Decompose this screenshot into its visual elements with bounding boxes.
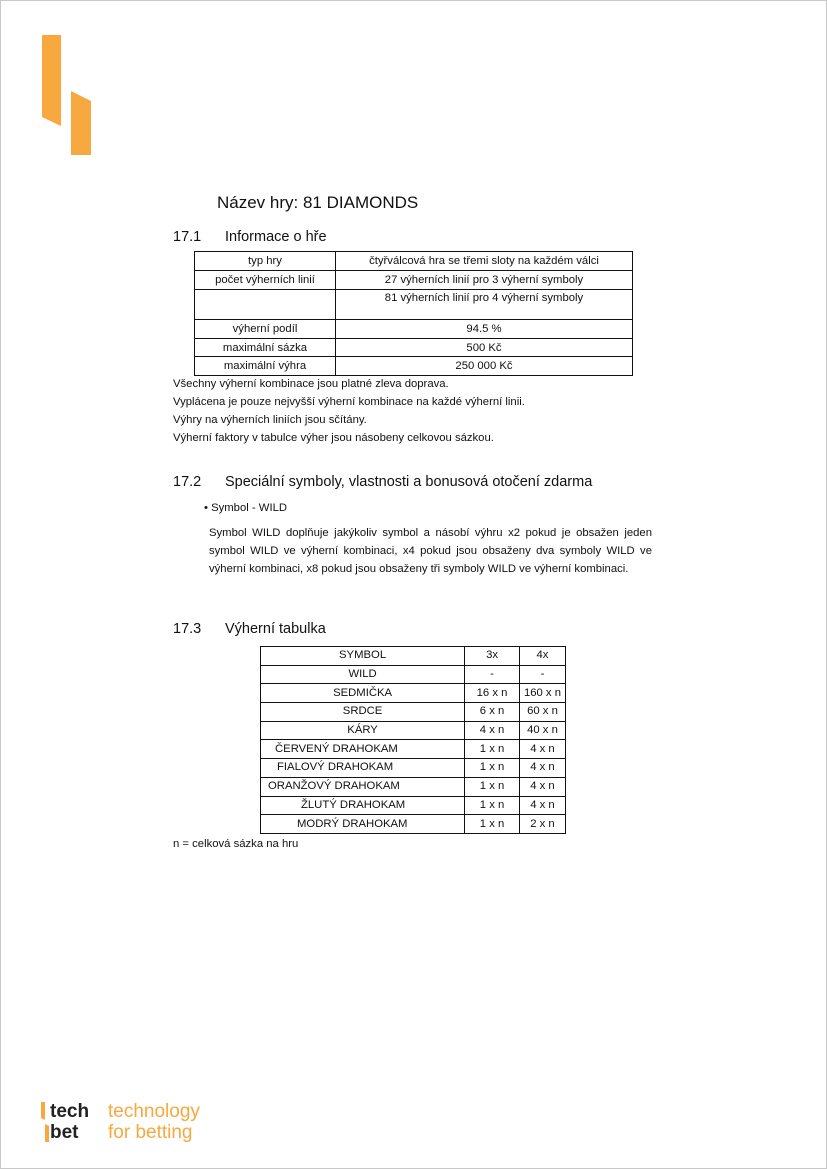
paytable-row (261, 721, 566, 740)
symbol-name: SEDMIČKA (261, 684, 465, 703)
paytable-footnote: n = celková sázka na hru (173, 838, 299, 850)
table-row (195, 357, 633, 376)
paytable-row (261, 740, 566, 759)
paytable (260, 646, 566, 834)
paytable-row (261, 796, 566, 815)
section-title: Speciální symboly, vlastnosti a bonusová otočení zdarma (225, 474, 593, 490)
info-label: maximální výhra (195, 357, 336, 376)
game-info-table (194, 251, 633, 376)
payout-3x: 6 x n (465, 703, 520, 722)
paytable-row (261, 703, 566, 722)
logo-wordmark (50, 1101, 89, 1143)
payout-3x: 1 x n (465, 796, 520, 815)
note-line: Výhry na výherních liniích jsou sčítány. (173, 414, 367, 426)
table-row (195, 271, 633, 290)
payout-4x: 2 x n (519, 815, 565, 834)
info-value: 94.5 % (336, 320, 633, 339)
table-row (195, 320, 633, 339)
payout-4x: 160 x n (519, 684, 565, 703)
note-line: Výherní faktory v tabulce výher jsou násobeny celkovou sázkou. (173, 432, 494, 444)
paytable-row (261, 684, 566, 703)
paytable-row (261, 665, 566, 684)
info-label: výherní podíl (195, 320, 336, 339)
wild-description: Symbol WILD doplňuje jakýkoliv symbol a násobí výhru x2 pokud je obsažen jeden symbol WILD ve výherní kombinaci, x4 pokud jsou obsaženy dva symboly WILD ve výherní kombinaci, x8 pokud jsou obsaženy tři symboly WILD ve výherní kombinaci. (209, 527, 652, 575)
payout-3x: 1 x n (465, 759, 520, 778)
game-title: Název hry: 81 DIAMONDS (217, 193, 419, 212)
logo-tagline (108, 1101, 200, 1143)
payout-3x: 1 x n (465, 815, 520, 834)
symbol-name: MODRÝ DRAHOKAM (261, 815, 465, 834)
payout-3x: - (465, 665, 520, 684)
paytable-row (261, 815, 566, 834)
section-title: Výherní tabulka (225, 621, 326, 637)
symbol-name: SRDCE (261, 703, 465, 722)
section-number: 17.3 (173, 621, 202, 637)
symbol-name: ORANŽOVÝ DRAHOKAM (261, 777, 465, 796)
section-heading-special (173, 474, 592, 490)
info-label: typ hry (195, 252, 336, 271)
table-row (195, 339, 633, 357)
payout-3x: 1 x n (465, 740, 520, 759)
symbol-name: WILD (261, 665, 465, 684)
info-value: čtyřválcová hra se třemi sloty na každém válci (336, 252, 633, 271)
header-3x: 3x (465, 647, 520, 666)
note-line: Vyplácena je pouze nejvyšší výherní kombinace na každé výherní linii. (173, 396, 525, 408)
section-number: 17.2 (173, 474, 202, 490)
header-4x: 4x (519, 647, 565, 666)
header-symbol: SYMBOL (261, 647, 465, 666)
table-row (195, 290, 633, 320)
info-label: počet výherních linií (195, 271, 336, 290)
paytable-row (261, 759, 566, 778)
section-number: 17.1 (173, 229, 202, 245)
info-value: 500 Kč (336, 339, 633, 357)
logo-word-bet: bet (50, 1122, 79, 1143)
symbol-name: ČERVENÝ DRAHOKAM (261, 740, 465, 759)
payout-4x: 4 x n (519, 777, 565, 796)
payout-3x: 16 x n (465, 684, 520, 703)
info-value: 81 výherních linií pro 4 výherní symboly (336, 290, 633, 320)
payout-4x: 4 x n (519, 759, 565, 778)
note-line: Všechny výherní kombinace jsou platné zleva doprava. (173, 378, 449, 390)
wild-bullet: • Symbol - WILD (204, 502, 288, 514)
paytable-row (261, 777, 566, 796)
info-value: 27 výherních linií pro 3 výherní symboly (336, 271, 633, 290)
rules-notes (173, 375, 525, 447)
symbol-name: KÁRY (261, 721, 465, 740)
section-heading-paytable (173, 621, 326, 637)
paytable-header-row (261, 647, 566, 666)
payout-4x: 4 x n (519, 796, 565, 815)
payout-4x: 40 x n (519, 721, 565, 740)
payout-4x: 4 x n (519, 740, 565, 759)
logo-tagline-line1: technology (108, 1101, 200, 1122)
section-heading-info (173, 229, 327, 245)
payout-3x: 4 x n (465, 721, 520, 740)
symbol-name: ŽLUTÝ DRAHOKAM (261, 796, 465, 815)
info-value: 250 000 Kč (336, 357, 633, 376)
footer-logo-mark (41, 1102, 49, 1142)
logo-tagline-line2: for betting (108, 1122, 193, 1143)
symbol-name: FIALOVÝ DRAHOKAM (261, 759, 465, 778)
section-title: Informace o hře (225, 229, 327, 245)
info-label (195, 290, 336, 320)
payout-3x: 1 x n (465, 777, 520, 796)
logo-word-tech: tech (50, 1101, 90, 1122)
info-label: maximální sázka (195, 339, 336, 357)
payout-4x: 60 x n (519, 703, 565, 722)
table-row (195, 252, 633, 271)
techbet-logo-mark (41, 34, 93, 156)
payout-4x: - (519, 665, 565, 684)
